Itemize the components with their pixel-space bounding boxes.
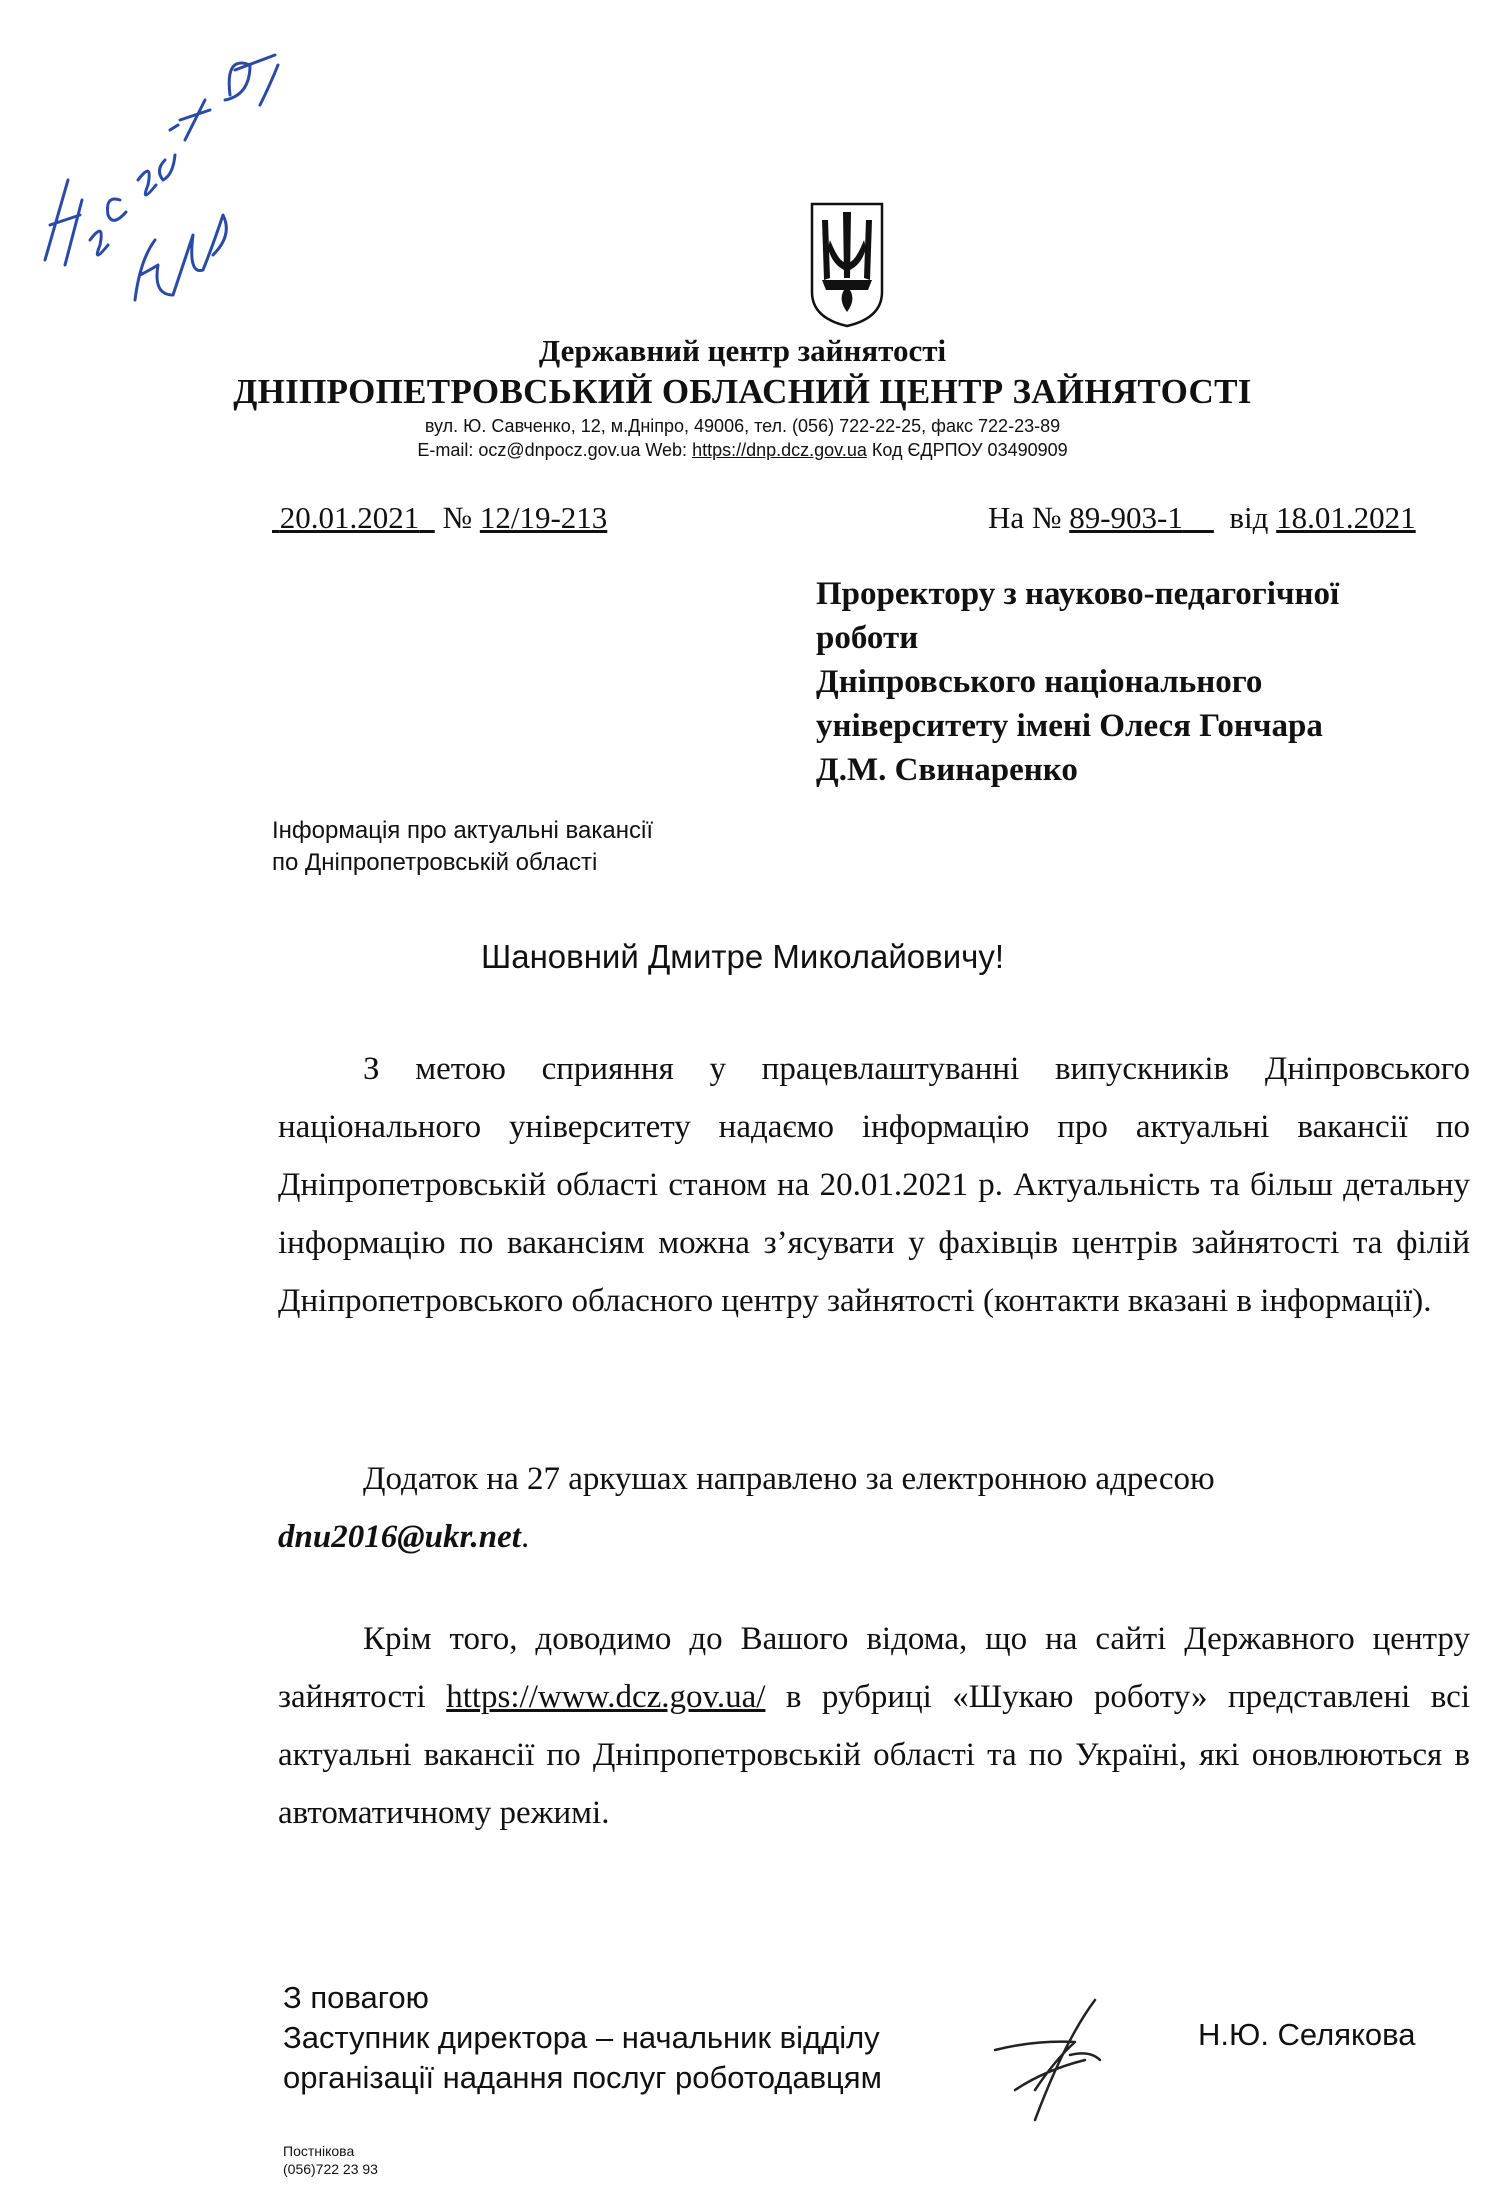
signer-position-line1: Заступник директора – начальник відділу (283, 2020, 880, 2055)
addressee-line: Проректору з науково-педагогічної (816, 576, 1340, 612)
outgoing-registration (272, 500, 607, 536)
body-paragraph-3 (278, 1610, 1470, 1842)
organization-subtitle: Державний центр зайнятості (538, 333, 947, 368)
organization-website-link[interactable]: https://dnp.dcz.gov.ua (692, 440, 867, 460)
reply-label: На № (988, 500, 1062, 535)
addressee-line: Дніпровського національного (816, 664, 1263, 700)
body-paragraph-3-end: в рубриці «Шукаю роботу» представлені всі актуальні вакансії по Дніпропетровській області та по Україні, які оновлюються в автоматичному режимі. (278, 1679, 1471, 1831)
body-paragraph-1 (278, 1040, 1470, 1330)
coat-of-arms-icon (808, 200, 886, 330)
handwritten-note-drawing (20, 10, 290, 330)
subject-line: Інформація про актуальні вакансії (272, 817, 653, 844)
dcz-website-link[interactable]: https://www.dcz.gov.ua/ (446, 1679, 766, 1715)
reply-date: 18.01.2021 (1276, 500, 1416, 535)
body-paragraph-3-start: Крім того, доводимо до Вашого відома, що на сайті Державного центру зайнятості (278, 1621, 1470, 1715)
outgoing-number-label: № (442, 500, 473, 535)
reply-from-label: від (1229, 500, 1269, 535)
organization-edrpou: Код ЄДРПОУ 03490909 (866, 440, 1068, 460)
letter-subject (272, 815, 732, 879)
reply-number: 89-903-1 (1069, 500, 1183, 535)
organization-title: ДНІПРОПЕТРОВСЬКИЙ ОБЛАСНИЙ ЦЕНТР ЗАЙНЯТОСТІ (233, 372, 1252, 411)
handwritten-signature (975, 1980, 1175, 2130)
body-paragraph-2-end: . (520, 1519, 530, 1555)
handwritten-note (20, 10, 290, 330)
addressee-line: університету імені Олеся Гончара (816, 708, 1323, 744)
signer-name: Н.Ю. Селякова (1198, 2017, 1416, 2052)
body-paragraph-2 (278, 1450, 1470, 1566)
executor-phone: (056)722 23 93 (283, 2161, 378, 2177)
outgoing-date: 20.01.2021 (279, 500, 420, 535)
attachment-email[interactable]: dnu2016@ukr.net (278, 1519, 521, 1555)
organization-email: E-mail: ocz@dnpocz.gov.ua Web: (417, 440, 693, 460)
organization-contacts (0, 440, 1485, 461)
incoming-reference (988, 500, 1416, 536)
subject-line: по Дніпропетровській області (272, 849, 598, 876)
body-paragraph-2-text: Додаток на 27 аркушах направлено за електронною адресою (363, 1461, 1215, 1497)
executor-name: Постнікова (283, 2143, 355, 2159)
signer-position-line2: організації надання послуг роботодавцям (283, 2060, 882, 2095)
addressee-line: роботи (816, 620, 919, 656)
closing-regards: З повагою (283, 1980, 429, 2015)
addressee-block (816, 572, 1436, 792)
salutation: Шановний Дмитре Миколайовичу! (480, 938, 1004, 975)
addressee-line: Д.М. Свинаренко (816, 752, 1078, 788)
outgoing-number: 12/19-213 (479, 500, 608, 535)
organization-address: вул. Ю. Савченко, 12, м.Дніпро, 49006, тел. (056) 722-22-25, факс 722-23-89 (424, 416, 1061, 436)
closing-block (283, 1978, 882, 2098)
executor-block (283, 2142, 378, 2178)
body-paragraph-1-text: З метою сприяння у працевлаштуванні випускників Дніпровського національного університету надаємо інформацію про актуальні вакансії по Дніпропетровській області станом на 20.01.2021 р. Актуальність та більш детальну інформацію по вакансіям можна з’ясувати у фахівців центрів зайнятості та філій Дніпропетровського обласного центру зайнятості (контакти вказані в інформації). (278, 1051, 1470, 1319)
